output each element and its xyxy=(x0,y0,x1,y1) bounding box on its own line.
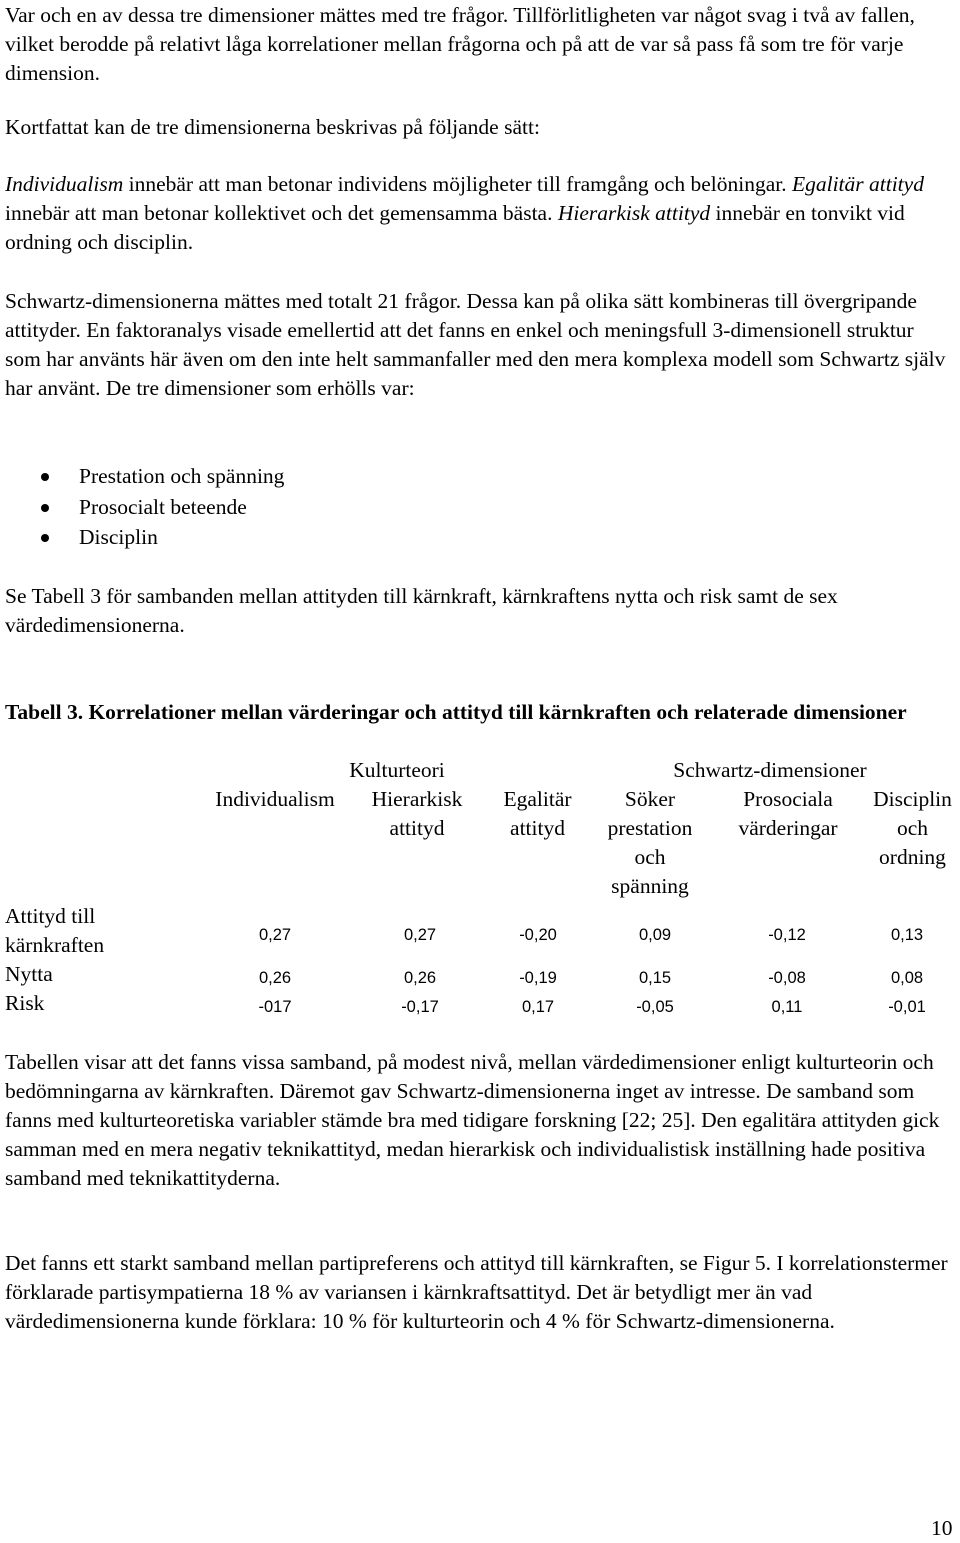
text-egalitar: innebär att man betonar kollektivet och det gemensamma bästa. xyxy=(5,201,558,225)
row-label-attityd: Attityd till kärnkraften xyxy=(5,904,105,957)
table-cell: 0,27 xyxy=(258,926,292,944)
table-caption: Tabell 3. Korrelationer mellan värderingar och attityd till kärnkraften och relaterade dimensioner xyxy=(5,700,907,724)
table-cell: 0,15 xyxy=(638,969,672,987)
bullet-icon xyxy=(41,473,49,481)
page-number: 10 xyxy=(931,1516,953,1540)
party-paragraph: Det fanns ett starkt samband mellan partipreferens och attityd till kärnkraften, se Figur 5. I korrelationstermer förklarade partisympatierna 18 % av variansen i kärnkraftsattityd. Det är betydligt mer än vad värdedimensionerna kunde förklara: 10 % för kulturteorin och 4 % för Schwartz-dimensionerna. xyxy=(5,1251,948,1333)
table-cell: -017 xyxy=(258,998,292,1016)
table-cell: -0,05 xyxy=(636,998,674,1016)
table-cell: 0,27 xyxy=(403,926,437,944)
table-cell: -0,08 xyxy=(768,969,806,987)
col-header-individualism: Individualism xyxy=(215,787,335,811)
table-cell: 0,17 xyxy=(521,998,555,1016)
intro-paragraph: Var och en av dessa tre dimensioner mättes med tre frågor. Tillförlitligheten var något svag i två av fallen, vilket berodde på relativt låga korrelationer mellan frågorna och på att de var så pass få som tre för varje dimension. xyxy=(5,3,915,85)
list-item: Disciplin xyxy=(5,523,284,554)
group-header-kulturteori: Kulturteori xyxy=(349,758,445,782)
text-hierarkisk: innebär en tonvikt vid ordning och disciplin. xyxy=(5,201,905,254)
col-header-soker: Söker prestation och spänning xyxy=(607,787,693,898)
list-item: Prestation och spänning xyxy=(5,462,284,493)
bullet-icon xyxy=(41,534,49,542)
text-individualism: innebär att man betonar individens möjligheter till framgång och belöningar. xyxy=(123,172,792,196)
term-egalitar: Egalitär attityd xyxy=(791,172,924,196)
table-cell: 0,09 xyxy=(638,926,672,944)
term-hierarkisk: Hierarkisk attityd xyxy=(557,201,711,225)
dimension-list xyxy=(5,462,284,554)
table-cell: 0,13 xyxy=(890,926,924,944)
table-cell: -0,01 xyxy=(888,998,926,1016)
table-cell: -0,17 xyxy=(401,998,439,1016)
table-cell: -0,12 xyxy=(768,926,806,944)
schwartz-paragraph: Schwartz-dimensionerna mättes med totalt 21 frågor. Dessa kan på olika sätt kombineras till övergripande attityder. En faktoranalys visade emellertid att det fanns en enkel och meningsfull 3-dimensionell struktur som har använts här även om den inte helt sammanfaller med den mera komplexa modell som Schwartz själv har använt. De tre dimensioner som erhölls var: xyxy=(5,289,946,400)
table-reference-paragraph: Se Tabell 3 för sambanden mellan attityden till kärnkraft, kärnkraftens nytta och risk samt de sex värdedimensionerna. xyxy=(5,584,838,637)
col-header-hierarkisk: Hierarkisk attityd xyxy=(371,787,463,840)
table-cell: 0,26 xyxy=(403,969,437,987)
row-label-nytta: Nytta xyxy=(5,962,53,986)
table-cell: 0,26 xyxy=(258,969,292,987)
conclusion-paragraph: Tabellen visar att det fanns vissa samband, på modest nivå, mellan värdedimensioner enligt kulturteorin och bedömningarna av kärnkraften. Däremot gav Schwartz-dimensionerna inget av intresse. De samband som fanns med kulturteoretiska variabler stämde bra med tidigare forskning [22; 25]. Den egalitära attityden gick samman med en mera negativ teknikattityd, medan hierarkisk och individualistisk inställning hade positiva samband med teknikattityderna. xyxy=(5,1050,940,1190)
table-cell: 0,11 xyxy=(771,998,803,1016)
term-individualism: Individualism xyxy=(5,172,124,196)
correlation-table xyxy=(5,756,960,1026)
col-header-prosociala: Prosociala värderingar xyxy=(738,787,838,840)
col-header-disciplin: Disciplin och ordning xyxy=(873,787,952,869)
summary-intro: Kortfattat kan de tre dimensionerna beskrivas på följande sätt: xyxy=(5,115,540,139)
table-cell: 0,08 xyxy=(890,969,924,987)
group-header-schwartz: Schwartz-dimensioner xyxy=(673,758,867,782)
col-header-egalitar: Egalitär attityd xyxy=(503,787,572,840)
row-label-risk: Risk xyxy=(5,991,45,1015)
bullet-icon xyxy=(41,504,49,512)
table-cell: -0,20 xyxy=(519,926,557,944)
table-cell: -0,19 xyxy=(519,969,557,987)
list-item: Prosocialt beteende xyxy=(5,493,284,524)
definitions-paragraph xyxy=(5,170,950,257)
